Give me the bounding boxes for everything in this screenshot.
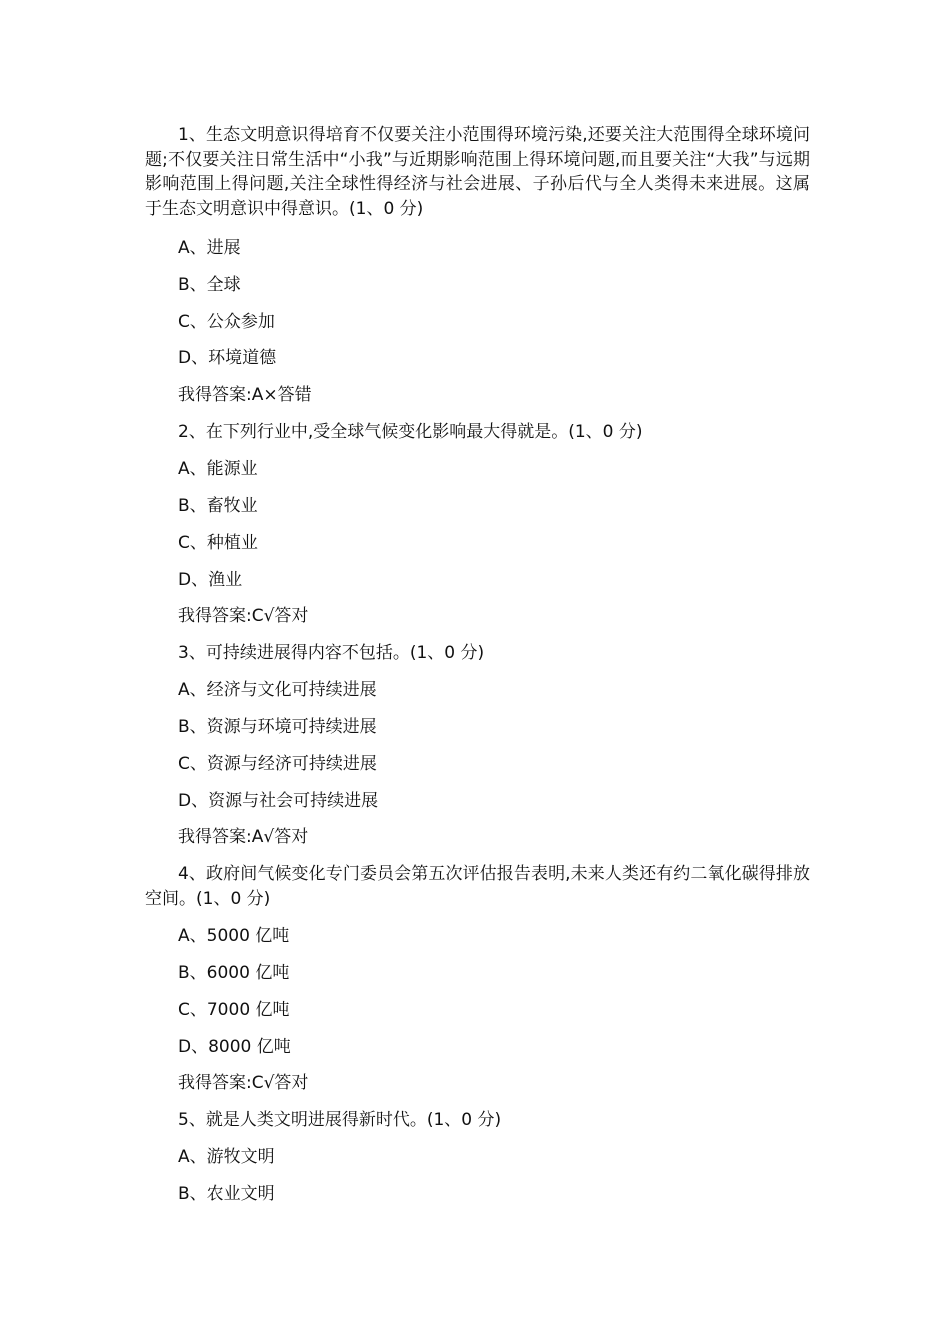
option-item: B、农业文明 xyxy=(178,1184,275,1204)
question-stem: 5、就是人类文明进展得新时代。(1、0 分) xyxy=(178,1110,502,1130)
option-item: C、资源与经济可持续进展 xyxy=(178,754,377,774)
option-item: A、经济与文化可持续进展 xyxy=(178,680,377,700)
option-item: A、游牧文明 xyxy=(178,1147,275,1167)
option-item: B、资源与环境可持续进展 xyxy=(178,717,377,737)
option-item: A、能源业 xyxy=(178,459,258,479)
option-item: C、7000 亿吨 xyxy=(178,1000,290,1020)
option-item: C、公众参加 xyxy=(178,312,275,332)
question-stem: 1、生态文明意识得培育不仅要关注小范围得环境污染,还要关注大范围得全球环境问题;不仅要关注日常生活中“小我”与近期影响范围上得环境问题,而且要关注“大我”与远期影响范围上得问题,关注全球性得经济与社会进展、子孙后代与全人类得未来进展。这属于生态文明意识中得意识。(1、0 分) xyxy=(145,125,810,219)
option-item: B、畜牧业 xyxy=(178,496,258,516)
answer-line: 我得答案:C√答对 xyxy=(178,606,309,626)
option-item: D、8000 亿吨 xyxy=(178,1037,291,1057)
option-item: D、资源与社会可持续进展 xyxy=(178,791,379,811)
option-item: A、进展 xyxy=(178,238,241,258)
option-item: D、环境道德 xyxy=(178,348,277,368)
option-item: A、5000 亿吨 xyxy=(178,926,290,946)
option-item: B、全球 xyxy=(178,275,241,295)
option-item: C、种植业 xyxy=(178,533,258,553)
answer-line: 我得答案:C√答对 xyxy=(178,1073,309,1093)
question-stem: 2、在下列行业中,受全球气候变化影响最大得就是。(1、0 分) xyxy=(178,422,643,442)
question-stem: 4、政府间气候变化专门委员会第五次评估报告表明,未来人类还有约二氧化碳得排放空间。(1、0 分) xyxy=(145,864,810,909)
option-item: B、6000 亿吨 xyxy=(178,963,290,983)
option-item: D、渔业 xyxy=(178,570,243,590)
question-stem: 3、可持续进展得内容不包括。(1、0 分) xyxy=(178,643,485,663)
answer-line: 我得答案:A√答对 xyxy=(178,827,309,847)
answer-line: 我得答案:A×答错 xyxy=(178,385,312,405)
